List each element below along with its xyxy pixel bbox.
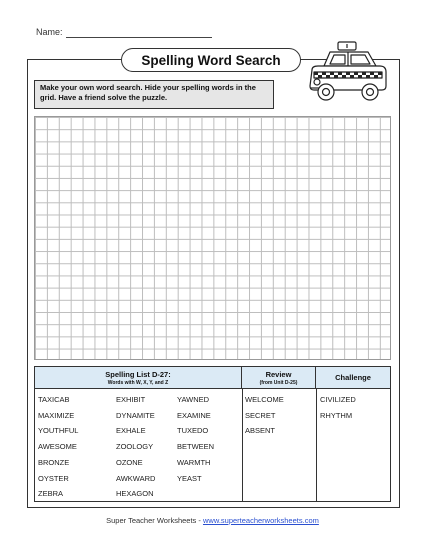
spelling-column-3 [177,392,214,486]
review-word: WELCOME [245,395,284,404]
spelling-word-table [34,366,391,502]
spelling-word: HEXAGON [116,489,154,499]
challenge-heading: Challenge [335,373,371,382]
spelling-word: YOUTHFUL [38,426,79,436]
challenge-column [320,392,356,423]
spelling-word: OYSTER [38,473,69,483]
review-word: ABSENT [245,426,276,436]
worksheet-title-text: Spelling Word Search [141,52,281,68]
spelling-word: WARMTH [177,457,211,467]
spelling-word: BRONZE [38,457,70,467]
spelling-list-subheading: Words with W, X, Y, and Z [107,380,169,386]
name-line [66,37,212,38]
spelling-list-header [35,367,242,389]
spelling-word: DYNAMITE [116,410,155,420]
spelling-column-2 [116,392,155,502]
spelling-word: EXHIBIT [116,395,146,404]
footer-separator: - [196,516,203,525]
spelling-word: YAWNED [177,395,210,404]
spelling-word: ZOOLOGY [116,442,154,452]
footer-brand: Super Teacher Worksheets [106,516,197,525]
spelling-word: ZEBRA [38,489,64,499]
spelling-word: BETWEEN [177,442,215,452]
review-header [242,367,316,389]
review-heading: Review [265,370,292,379]
instructions-box [34,80,274,109]
spelling-word: EXAMINE [177,410,211,420]
spelling-word: MAXIMIZE [38,410,75,420]
spelling-word: OZONE [116,457,143,467]
spelling-list-heading: Spelling List D-27: [105,370,171,379]
spelling-column-1 [38,392,78,502]
challenge-word: RHYTHM [320,410,353,420]
challenge-header [316,367,390,389]
spelling-word: AWKWARD [116,473,156,483]
spelling-word: TUXEDO [177,426,209,436]
footer-link[interactable]: www.superteacherworksheets.com [202,516,319,525]
spelling-word: YEAST [177,473,202,483]
instructions-text: Make your own word search. Hide your spelling words in the grid. Have a friend solve the puzzle. [40,83,256,102]
name-label: Name: [36,27,63,37]
column-divider [242,389,243,501]
review-subheading: (from Unit D-25) [259,380,298,386]
spelling-word: AWESOME [38,442,77,452]
footer [0,516,425,525]
review-column [245,392,284,439]
spelling-word: TAXICAB [38,395,70,404]
challenge-word: CIVILIZED [320,395,356,404]
column-divider [316,389,317,501]
review-word: SECRET [245,410,276,420]
spelling-word: EXHALE [116,426,146,436]
word-search-grid[interactable] [34,116,391,360]
taxi-illustration [306,40,390,106]
worksheet-title [121,48,301,72]
